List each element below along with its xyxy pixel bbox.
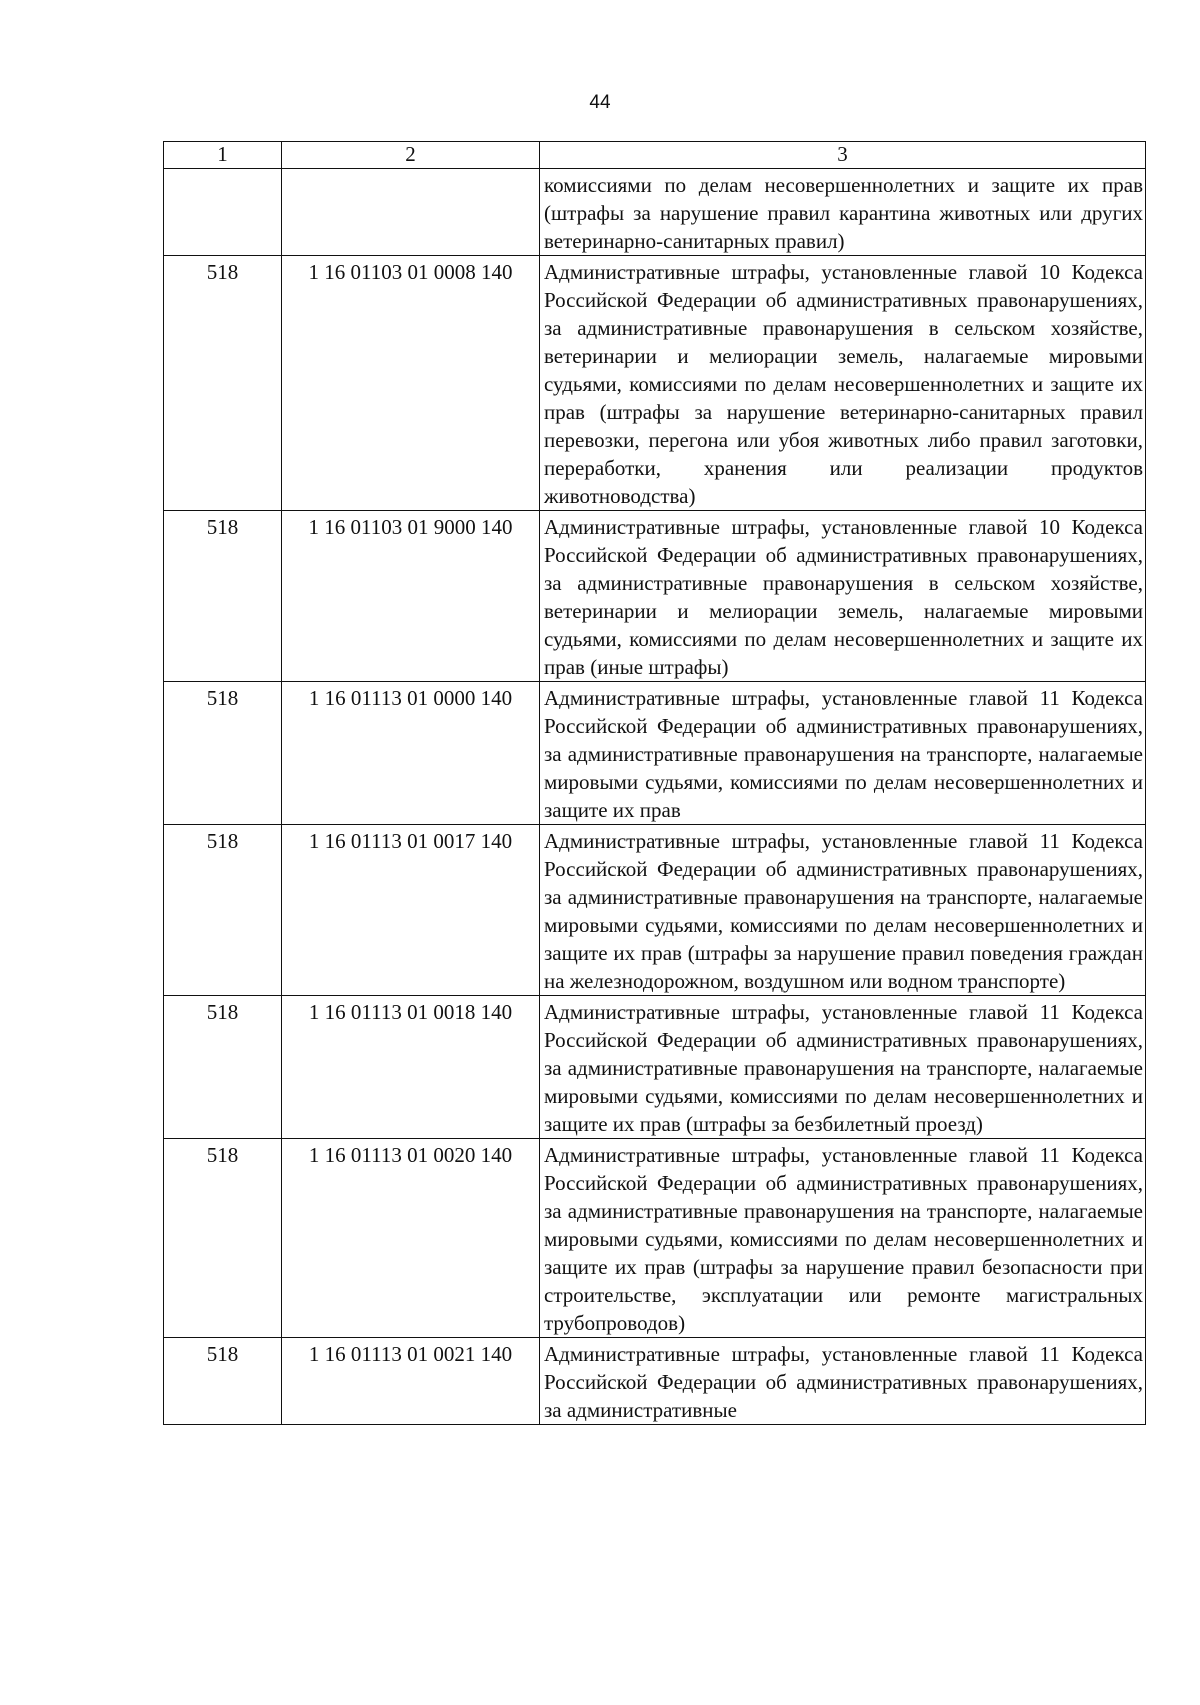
administrator-code-cell: 518 — [164, 1139, 282, 1338]
column-header-3: 3 — [540, 142, 1146, 169]
description-text: Административные штрафы, установленные главой 11 Кодекса Российской Федерации об административных — [544, 1342, 1143, 1394]
description-cell: Административные штрафы, установленные главой 11 Кодекса Российской Федерации об административных правонарушениях, за административные правонарушения на транспорте, налагаемые мировыми судьями, комиссиями по делам несовершеннолетних и защите их прав (штрафы за безбилетный проезд) — [540, 996, 1146, 1139]
description-continuation: правонарушениях, за административные — [544, 1370, 1143, 1422]
administrator-code-cell: 518 — [164, 682, 282, 825]
description-cell: комиссиями по делам несовершеннолетних и защите их прав (штрафы за нарушение правил карантина животных или других ветеринарно-санитарных правил) — [540, 169, 1146, 256]
description-cell: Административные штрафы, установленные главой 11 Кодекса Российской Федерации об административных правонарушениях, за административные правонарушения на транспорте, налагаемые мировыми судьями, комиссиями по делам несовершеннолетних и защите их прав (штрафы за нарушение правил безопасности при строительстве, эксплуатации или ремонте магистральных трубопроводов) — [540, 1139, 1146, 1338]
administrator-code-cell: 518 — [164, 1338, 282, 1425]
description-cell: Административные штрафы, установленные главой 11 Кодекса Российской Федерации об административных правонарушениях, за административные правонарушения на транспорте, налагаемые мировыми судьями, комиссиями по делам несовершеннолетних и защите их прав — [540, 682, 1146, 825]
table-row — [164, 1338, 1146, 1425]
table-row — [164, 682, 1146, 825]
table-row — [164, 511, 1146, 682]
administrator-code-cell: 518 — [164, 511, 282, 682]
table-row — [164, 825, 1146, 996]
table-row — [164, 1139, 1146, 1338]
administrator-code-cell: 518 — [164, 256, 282, 511]
table-header — [164, 142, 1146, 169]
administrator-code-cell: 518 — [164, 996, 282, 1139]
administrator-code-cell — [164, 169, 282, 256]
budget-classification-code-cell: 1 16 01103 01 9000 140 — [282, 511, 540, 682]
description-cell: Административные штрафы, установленные главой 10 Кодекса Российской Федерации об административных правонарушениях, за административные правонарушения в сельском хозяйстве, ветеринарии и мелиорации земель, налагаемые мировыми судьями, комиссиями по делам несовершеннолетних и защите их прав (штрафы за нарушение ветеринарно-санитарных правил перевозки, перегона или убоя животных либо правил заготовки, переработки, хранения или реализации продуктов животноводства) — [540, 256, 1146, 511]
administrator-code-cell: 518 — [164, 825, 282, 996]
budget-classification-code-cell: 1 16 01113 01 0020 140 — [282, 1139, 540, 1338]
budget-classification-code-cell: 1 16 01113 01 0000 140 — [282, 682, 540, 825]
page-number: 44 — [589, 92, 611, 113]
budget-classification-code-cell — [282, 169, 540, 256]
table-row — [164, 256, 1146, 511]
table-row — [164, 996, 1146, 1139]
description-cell: Административные штрафы, установленные главой 11 Кодекса Российской Федерации об административных правонарушениях, за административные правонарушения на транспорте, налагаемые мировыми судьями, комиссиями по делам несовершеннолетних и защите их прав (штрафы за нарушение правил поведения граждан на железнодорожном, воздушном или водном транспорте) — [540, 825, 1146, 996]
budget-classification-code-cell: 1 16 01113 01 0021 140 — [282, 1338, 540, 1425]
header-row — [164, 142, 1146, 169]
budget-classification-code-cell: 1 16 01113 01 0018 140 — [282, 996, 540, 1139]
budget-classification-code-cell: 1 16 01103 01 0008 140 — [282, 256, 540, 511]
table-row — [164, 169, 1146, 256]
description-cell: Административные штрафы, установленные главой 10 Кодекса Российской Федерации об административных правонарушениях, за административные правонарушения в сельском хозяйстве, ветеринарии и мелиорации земель, налагаемые мировыми судьями, комиссиями по делам несовершеннолетних и защите их прав (иные штрафы) — [540, 511, 1146, 682]
column-header-1: 1 — [164, 142, 282, 169]
table-body — [164, 169, 1146, 1425]
column-header-2: 2 — [282, 142, 540, 169]
budget-classification-code-cell: 1 16 01113 01 0017 140 — [282, 825, 540, 996]
description-cell — [540, 1338, 1146, 1425]
budget-code-table — [163, 141, 1146, 1425]
